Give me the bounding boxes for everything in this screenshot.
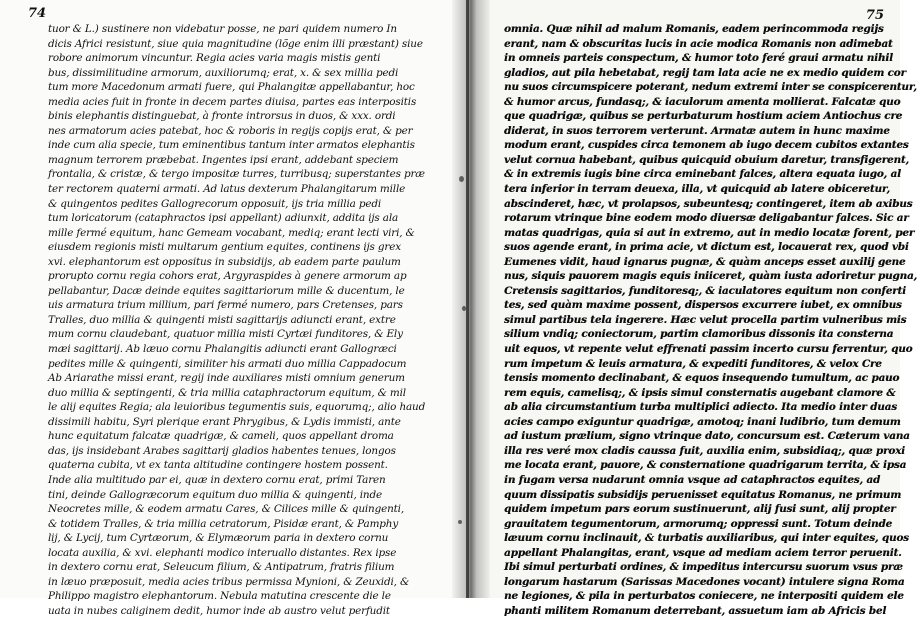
text-line: duo millia & septingenti, & tria millia cataphractorum equitum, & mil <box>48 386 406 399</box>
text-line: acies campo exiguntur quadrigæ, amotoq; inani ludibrio, tum demum <box>504 415 901 428</box>
text-line: rum impetum & leuis armatura, & expediti funditores, & velox Cre <box>504 357 882 370</box>
text-line: pedites mille & quingenti, similiter his armati duo millia Cappadocum <box>48 357 407 370</box>
text-line: dicis Africi resistunt, siue quia magnitudine (lõge enim illi præstant) siue <box>48 37 423 50</box>
text-line: uata in nubes caliginem dedit, humor inde ab austro velut perfudit <box>48 604 390 617</box>
text-line: matas quadrigas, quia si aut in extremo, aut in medio locatæ forent, per <box>504 226 915 239</box>
text-line: & in extremis iugis bine circa eminebant falces, altera equata iugo, al <box>504 168 901 181</box>
text-line: ne legiones, & pila in perturbatos coniecere, ne interpositi quidem ele <box>504 590 904 603</box>
text-line: robore animorum vincuntur. Regia acies varia magis mistis genti <box>48 52 381 65</box>
text-line: Tralles, duo millia & quingenti misti sagittarijs adiuncti erant, extre <box>48 313 396 326</box>
text-line: rem equis, camelisq;, & ipsis simul consternatis augebant clamore & <box>504 386 896 399</box>
text-line: bus, dissimilitudine armorum, auxiliorumq; erat, x. & sex millia pedi <box>48 66 399 79</box>
text-line: tuor & L.) sustinere non videbatur posse, ne pari quidem numero In <box>48 23 397 35</box>
book-gutter <box>452 0 490 598</box>
text-line: tensis momento declinabant, & equos insequendo tumultum, ac pauo <box>504 372 900 385</box>
text-line: gladios, aut pila hebetabat, regij tam lata acie ne ex medio quidem cor <box>504 66 906 79</box>
text-line: erant, nam & obscuritas lucis in acie modica Romanis non adimebat <box>504 37 893 50</box>
text-line: Ab Ariarathe missi erant, regij inde auxiliares misti omnium generum <box>48 372 405 385</box>
text-line: que quadrigæ, quibus se perturbaturum hostium aciem Antiochus cre <box>504 110 903 123</box>
right-page-number: 75 <box>865 8 884 23</box>
text-line: longarum hastarum (Sarissas Macedones vocant) intulere signa Roma <box>504 575 905 588</box>
text-line: appellant Phalangitas, erant, vsque ad mediam aciem terror peruenit. <box>504 546 902 559</box>
text-line: ad iustum prælium, signo vtrinque dato, concursum est. Cæterum vana <box>504 430 910 443</box>
text-line: hunc equitatum falcatæ quadrigæ, & cameli, quos appellant droma <box>48 430 394 443</box>
scan-speck <box>458 520 462 524</box>
text-line: tini, deinde Gallogræcorum equitum duo millia & quingenti, inde <box>48 488 382 501</box>
text-line: media acies fuit in fronte in decem partes diuisa, partes eas interpositis <box>48 95 417 108</box>
text-line: in læuo præposuit, media acies tribus permissa Mynioni, & Zeuxidi, & <box>48 575 410 588</box>
text-line: silium vndiq; coniectorum, partim clamoribus dissonis ita consterna <box>504 328 894 341</box>
left-page-text <box>48 22 426 618</box>
text-line: diderat, in suos terrorem verterunt. Armatæ autem in hunc maxime <box>504 124 890 137</box>
text-line: suos agende erant, in prima acie, vt dictum est, locauerat rex, quod vbi <box>504 241 909 254</box>
text-line: tes, sed quàm maxime possent, dispersos excurrere iubet, ex omnibus <box>504 299 902 312</box>
left-page-number: 74 <box>28 6 47 21</box>
text-line: le alij equites Regia; ala leuioribus tegumentis suis, equorumq;, alio haud <box>48 401 426 414</box>
gutter-shadow-line <box>466 0 469 598</box>
text-line: in dextero cornu erat, Seleucum filium, & Antipatrum, fratris filium <box>48 561 395 574</box>
text-line: rotarum vtrinque bine eodem modo diuersæ deligabantur falces. Sic ar <box>504 212 909 225</box>
text-line: nus, siquis pauorem magis equis iniiceret, quàm iusta adoriretur pugna, <box>504 270 917 283</box>
text-line: tum loricatorum (cataphractos ipsi appellant) adiunxit, addita ijs ala <box>48 212 399 225</box>
text-line: Neocretes mille, & eodem armatu Cares, & Cilices mille & quingenti, <box>48 503 404 516</box>
text-line: tum more Macedonum armati fuere, qui Phalangitæ appellabantur, hoc <box>48 81 415 94</box>
text-line: mum cornu claudebant, quatuor millia misti Cyrtæi funditores, & Ely <box>48 328 403 341</box>
text-line: binis elephantis distinguebat, à fronte introrsus in duos, & xxx. ordi <box>48 110 396 123</box>
text-line: ab alia circumstantium turba multiplici adiecto. Ita medio inter duas <box>504 401 897 414</box>
text-line: Cretensis sagittarios, funditoresq;, & iaculatores equitum non conferti <box>504 284 906 297</box>
text-line: mille fermé equitum, hanc Gemeam vocabant, mediq; erant lecti viri, & <box>48 226 415 239</box>
text-line: illa res veré mox cladis caussa fuit, auxilia enim, subsidiaq;, quæ proxi <box>504 444 905 457</box>
text-line: quum dissipatis subsidijs peruenisset equitatus Romanus, ne primum <box>504 488 902 501</box>
text-line: velut cornua habebant, quibus quicquid obuium daretur, transfigerent, <box>504 153 909 166</box>
text-line: dissimili habitu, Syri plerique erant Phrygibus, & Lydis immisti, ante <box>48 415 401 428</box>
text-line: eiusdem regionis misti multarum gentium equites, continens ijs grex <box>48 241 401 254</box>
right-page-text <box>504 22 917 618</box>
text-line: & quingentos pedites Gallogrecorum opposuit, ijs tria millia pedi <box>48 197 382 210</box>
text-line: frontalia, & cristæ, & tergo impositæ turres, turribusq; superstantes præ <box>48 168 425 181</box>
text-line: omnia. Quæ nihil ad malum Romanis, eadem perincommoda regijs <box>504 23 884 35</box>
text-line: & totidem Tralles, & tria millia cetratorum, Pisidæ erant, & Pamphy <box>48 517 399 530</box>
text-line: prorupto cornu regia cohors erat, Argyraspides à genere armorum ap <box>48 270 407 283</box>
text-line: pellabantur, Dacæ deinde equites sagittariorum mille & ducentum, le <box>48 284 405 297</box>
text-line: simul partibus tela ingerere. Hæc velut procella partim vulneribus mis <box>504 313 907 326</box>
text-line: in fugam versa nudarunt omnia vsque ad cataphractos equites, ad <box>504 473 881 486</box>
text-line: modum erant, cuspides circa temonem ab iugo decem cubitos extantes <box>504 139 909 152</box>
text-line: Ibi simul perturbati ordines, & impeditus intercursu suorum vsus præ <box>504 561 903 574</box>
text-line: tera inferior in terram deuexa, illa, vt quicquid ab latere obiceretur, <box>504 183 890 196</box>
scan-speck <box>459 176 464 182</box>
text-line: phanti militem Romanum deterrebant, assuetum iam ab Africis bel <box>504 604 887 617</box>
text-line: inde cum alia specie, tum eminentibus tantum inter armatos elephantis <box>48 139 415 152</box>
text-line: Philippo magistro elephantorum. Nebula matutina crescente die le <box>48 590 391 603</box>
text-line: das, ijs insidebant Arabes sagittarij gladios habentes tenues, longos <box>48 444 396 457</box>
text-line: lij, & Lycij, tum Cyrtæorum, & Elymæorum paria in dextero cornu <box>48 532 389 545</box>
text-line: magnum terrorem præbebat. Ingentes ipsi erant, addebant speciem <box>48 153 399 166</box>
text-line: læuum cornu inclinauit, & turbatis auxiliaribus, qui inter equites, quos <box>504 532 909 545</box>
text-line: nu suos circumspicere poterant, nedum extremi inter se conspicerentur, <box>504 81 917 94</box>
text-line: Eumenes vidit, haud ignarus pugnæ, & quàm anceps esset auxilij gene <box>504 255 906 268</box>
text-line: me locata erant, pauore, & consternatione quadrigarum territa, & ipsa <box>504 459 907 472</box>
text-line: uis armatura trium millium, pari fermé numero, pars Cretenses, pars <box>48 299 403 312</box>
text-line: locata auxilia, & xvi. elephanti modico interuallo distantes. Rex ipse <box>48 546 397 559</box>
text-line: xvi. elephantorum est oppositus in subsidijs, ab eadem parte paulum <box>48 255 401 268</box>
text-line: uit equos, vt repente velut effrenati passim incerto cursu ferrentur, quo <box>504 343 913 356</box>
text-line: ter rectorem quaterni armati. Ad latus dexterum Phalangitarum mille <box>48 183 406 196</box>
text-line: nes armatorum acies patebat, hoc & roboris in regijs copijs erat, & per <box>48 124 413 137</box>
text-line: & humor arcus, fundasq;, & iaculorum amenta mollierat. Falcatæ quo <box>504 95 901 108</box>
right-page <box>470 0 917 617</box>
text-line: grauitatem tegumentorum, armorumq; oppressi sunt. Totum deinde <box>504 517 892 530</box>
text-line: mæi sagittarij. Ab læuo cornu Phalangitis adiuncti erant Gallogræci <box>48 343 397 356</box>
text-line: abscinderet, hæc, vt prolapsos, subeuntesq; contingeret, item ab axibus <box>504 197 913 210</box>
text-line: quidem impetum pars eorum sustinuerunt, alij fusi sunt, alij propter <box>504 503 896 516</box>
text-line: quaterna cubita, vt ex tanta altitudine contingere hostem possent. <box>48 459 388 472</box>
text-line: in omneis parteis conspectum, & humor toto feré graui armatu nihil <box>504 52 893 65</box>
scan-speck <box>462 306 466 311</box>
text-line: Inde alia multitudo par ei, quæ in dextero cornu erat, primi Taren <box>48 473 386 486</box>
